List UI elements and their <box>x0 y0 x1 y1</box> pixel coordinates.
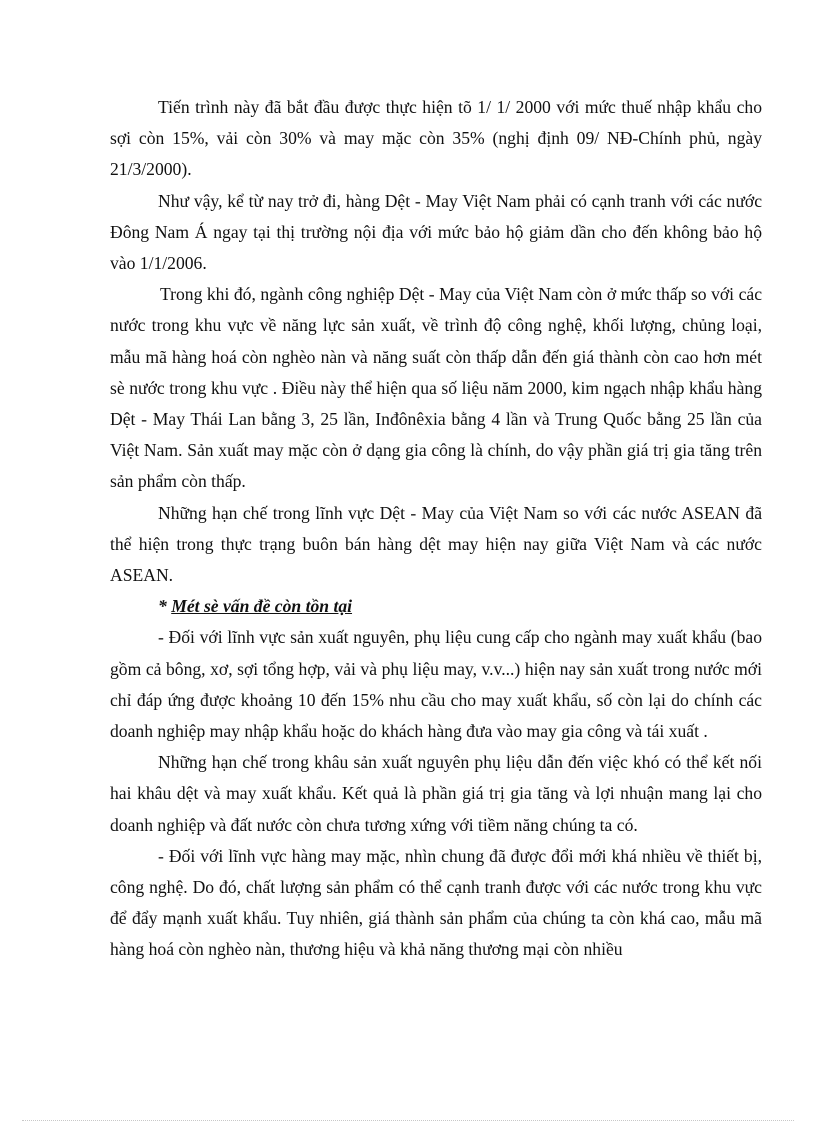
document-page <box>110 92 762 966</box>
paragraph-materials-production: - Đối với lĩnh vực sản xuất nguyên, phụ liệu cung cấp cho ngành may xuất khẩu (bao gồm cả bông, xơ, sợi tổng hợp, vải và phụ liệu may, v.v...) hiện nay sản xuất trong nước mới chỉ đáp ứng được khoảng 10 đến 15% nhu cầu cho may xuất khẩu, số còn lại do chính các doanh nghiệp may nhập khẩu hoặc do khách hàng đưa vào may gia công và tái xuất . <box>110 627 762 742</box>
paragraph-limitations: Những hạn chế trong lĩnh vực Dệt - May của Việt Nam so với các nước ASEAN đã thể hiện trong thực trạng buôn bán hàng dệt may hiện nay giữa Việt Nam và các nước ASEAN. <box>110 502 762 586</box>
paragraph-garment-sector: - Đối với lĩnh vực hàng may mặc, nhìn chung đã được đổi mới khá nhiều về thiết bị, công nghệ. Do đó, chất lượng sản phẩm có thể cạnh tranh được với các nước trong khu vực để đẩy mạnh xuất khẩu. Tuy nhiên, giá thành sản phẩm của chúng ta còn khá cao, mẫu mã hàng hoá còn nghèo nàn, thương hiệu và khả năng thương mại còn nhiều <box>110 845 762 960</box>
section-heading-prefix: * <box>158 596 172 617</box>
page-bottom-rule <box>22 1120 794 1121</box>
paragraph-industry-weakness: Trong khi đó, ngành công nghiệp Dệt - May của Việt Nam còn ở mức thấp so với các nước trong khu vực về năng lực sản xuất, về trình độ công nghệ, khối lượng, chủng loại, mẫu mã hàng hoá còn nghèo nàn và năng suất còn thấp dẫn đến giá thành còn cao hơn mét sè nước trong khu vực . Điều này thể hiện qua số liệu năm 2000, kim ngạch nhập khẩu hàng Dệt - May Thái Lan bằng 3, 25 lần, Inđônêxia bằng 4 lần và Trung Quốc bằng 25 lần của Việt Nam. Sản xuất may mặc còn ở dạng gia công là chính, do vậy phần giá trị gia tăng trên sản phẩm còn thấp. <box>110 284 762 492</box>
section-heading <box>110 591 762 622</box>
paragraph-materials-limitations: Những hạn chế trong khâu sản xuất nguyên phụ liệu dẫn đến việc khó có thể kết nối hai khâu dệt và may xuất khẩu. Kết quả là phần giá trị gia tăng và lợi nhuận mang lại cho doanh nghiệp và đất nước còn chưa tương xứng với tiềm năng chúng ta có. <box>110 752 762 835</box>
paragraph-tariff-schedule: Tiến trình này đã bắt đầu được thực hiện tõ 1/ 1/ 2000 với mức thuế nhập khẩu cho sợi còn 15%, vải còn 30% và may mặc còn 35% (nghị định 09/ NĐ-Chính phủ, ngày 21/3/2000). <box>110 97 762 180</box>
paragraph-competition-asean: Như vậy, kể từ nay trở đi, hàng Dệt - May Việt Nam phải có cạnh tranh với các nước Đông Nam Á ngay tại thị trường nội địa với mức bảo hộ giảm dần cho đến không bảo hộ vào 1/1/2006. <box>110 190 762 274</box>
section-heading-title: Mét sè vấn đề còn tồn tại <box>171 596 353 617</box>
